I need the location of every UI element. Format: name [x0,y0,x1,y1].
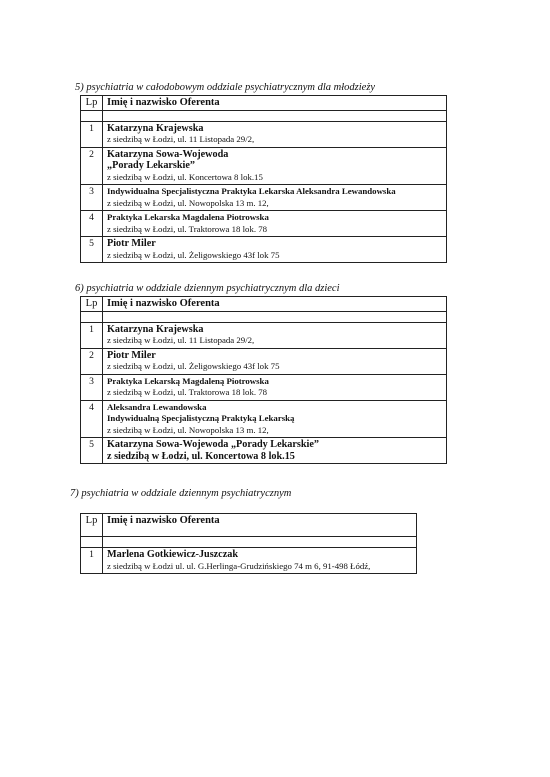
row-lp: 4 [81,211,103,237]
table-row [81,548,417,574]
oferent-address: z siedzibą w Łodzi, ul. Koncertowa 8 lok.15 [107,450,295,462]
row-lp: 2 [81,348,103,374]
oferent-name: Piotr Miler [107,349,156,361]
row-lp: 3 [81,374,103,400]
table-row [81,374,447,400]
table-row [81,438,447,464]
row-lp: 3 [81,185,103,211]
row-content [103,121,447,147]
oferent-practice: Indywidualną Specjalistyczną Praktyką Lekarską [107,413,295,423]
row-content [103,348,447,374]
row-content [103,438,447,464]
table-row [81,211,447,237]
oferent-address: z siedzibą w Łodzi, ul. Żeligowskiego 43f lok 75 [107,361,280,371]
oferent-name: Praktyka Lekarską Magdaleną Piotrowska [107,375,269,386]
oferent-address: z siedzibą w Łodzi, ul. Żeligowskiego 43f lok 75 [107,249,280,260]
oferent-name: Katarzyna Sowa-Wojewoda „Porady Lekarskie” [107,439,319,450]
oferent-name: Marlena Gotkiewicz-Juszczak [107,549,238,560]
table-spacer-row [81,311,447,322]
oferent-address: z siedzibą w Łodzi ul. ul. G.Herlinga-Grudzińskiego 74 m 6, 91-498 Łódź, [107,560,371,571]
section-title-6: 6) psychiatria w oddziale dziennym psychiatrycznym dla dzieci [75,283,340,294]
row-content [103,548,417,574]
table-row [81,185,447,211]
oferent-practice: „Porady Lekarskie” [107,160,196,171]
oferent-name: Piotr Miler [107,238,156,249]
row-content [103,374,447,400]
row-content [103,211,447,237]
row-content [103,237,447,263]
oferent-address: z siedzibą w Łodzi, ul. Traktorowa 18 lok. 78 [107,387,268,397]
table-header-row [81,514,417,537]
oferent-name: Katarzyna Krajewska [107,122,204,134]
section-title-5: 5) psychiatria w całodobowym oddziale psychiatrycznym dla młodzieży [75,82,376,93]
table-section-6 [80,296,447,464]
table-row [81,147,447,185]
table-row [81,322,447,348]
table-section-5 [80,95,447,263]
oferent-name: Praktyka Lekarska Magdalena Piotrowska [107,212,269,222]
header-name: Imię i nazwisko Oferenta [103,514,417,537]
table-row [81,400,447,438]
header-lp: Lp [81,96,103,111]
table-row [81,121,447,147]
header-name: Imię i nazwisko Oferenta [103,297,447,312]
table-spacer-row [81,537,417,548]
oferent-address: z siedzibą w Łodzi, ul. Koncertowa 8 lok.15 [107,171,263,182]
oferent-address: z siedzibą w Łodzi, ul. 11 Listopada 29/2, [107,134,255,144]
table-section-7 [80,513,417,574]
row-content [103,400,447,438]
oferent-address: z siedzibą w Łodzi, ul. Traktorowa 18 lok. 78 [107,223,268,234]
row-content [103,322,447,348]
oferent-address: z siedzibą w Łodzi, ul. Nowopolska 13 m. 12, [107,424,269,435]
oferent-name: Indywidualna Specjalistyczna Praktyka Lekarska Aleksandra Lewandowska [107,186,396,196]
table-row [81,237,447,263]
row-lp: 5 [81,438,103,464]
row-lp: 2 [81,147,103,185]
row-lp: 5 [81,237,103,263]
oferent-address: z siedzibą w Łodzi, ul. Nowopolska 13 m. 12, [107,197,269,208]
row-lp: 1 [81,121,103,147]
row-lp: 4 [81,400,103,438]
oferent-name: Katarzyna Krajewska [107,323,204,335]
row-lp: 1 [81,548,103,574]
header-lp: Lp [81,514,103,537]
header-name: Imię i nazwisko Oferenta [103,96,447,111]
header-lp: Lp [81,297,103,312]
oferent-address: z siedzibą w Łodzi, ul. 11 Listopada 29/2, [107,335,255,345]
row-content [103,147,447,185]
oferent-name: Katarzyna Sowa-Wojewoda [107,148,229,160]
table-row [81,348,447,374]
section-title-7: 7) psychiatria w oddziale dziennym psychiatrycznym [70,488,292,499]
row-content [103,185,447,211]
table-header-row [81,297,447,312]
oferent-name: Aleksandra Lewandowska [107,401,207,412]
row-lp: 1 [81,322,103,348]
table-spacer-row [81,110,447,121]
table-header-row [81,96,447,111]
